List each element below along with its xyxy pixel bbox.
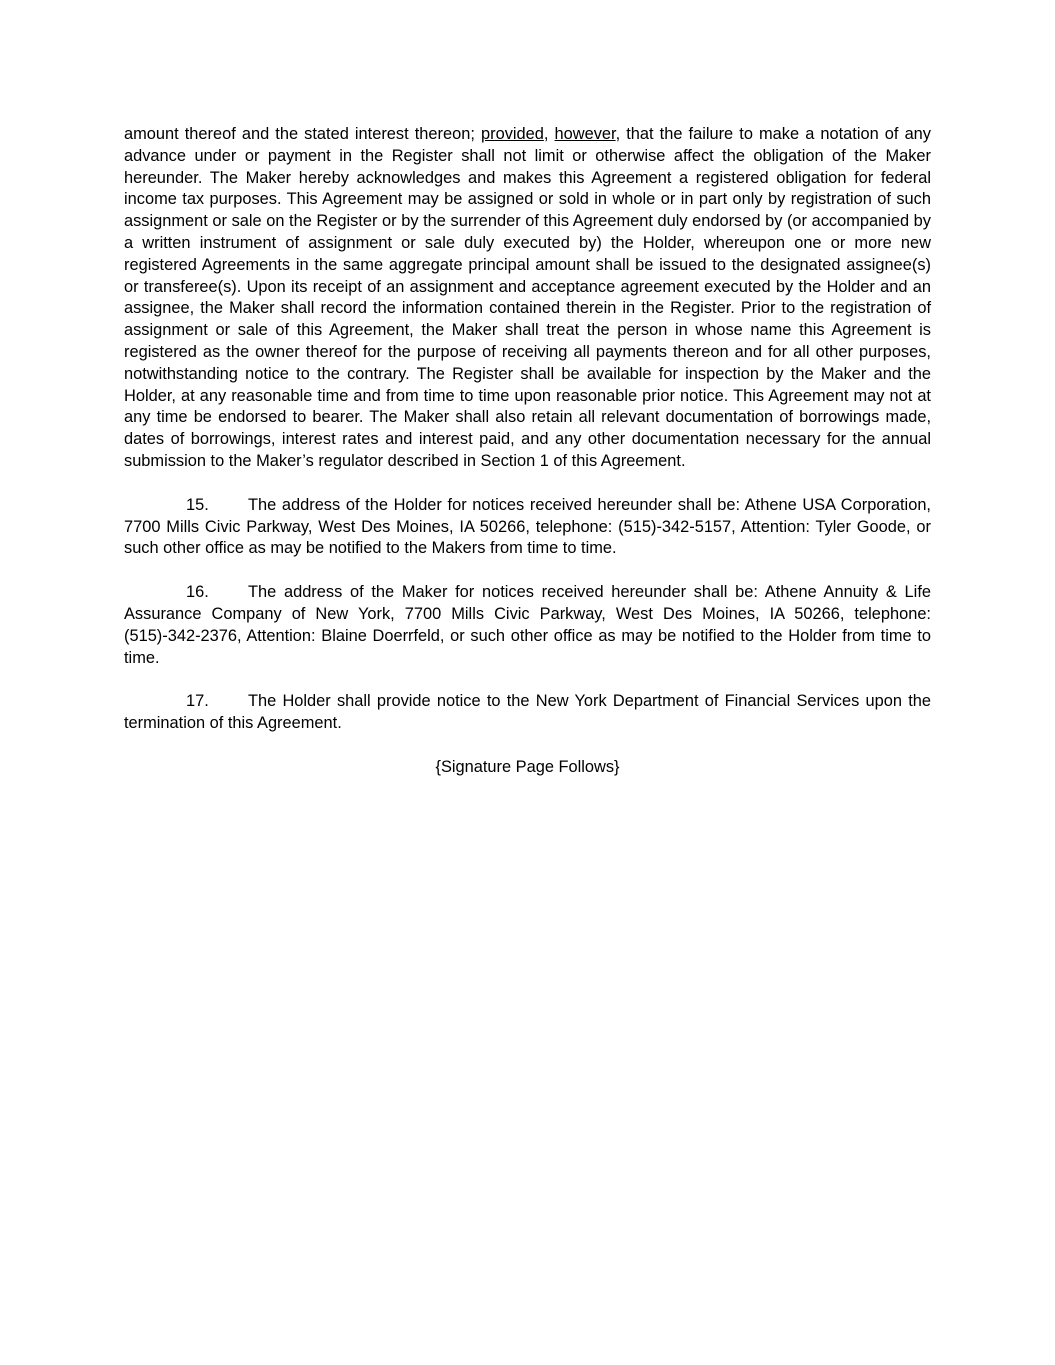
section-number: 17. [186,692,209,711]
paragraph-lead: amount thereof and the stated interest thereon; [124,125,481,143]
signature-page-note: {Signature Page Follows} [435,757,620,776]
document-page [124,124,931,779]
paragraph-comma: , [543,125,555,143]
section-text: The Holder shall provide notice to the New York Department of Financial Services upon the termination of this Agreement. [124,692,931,733]
however-term: however [554,125,616,143]
section-15 [124,495,931,560]
section-16 [124,582,931,669]
section-text: The address of the Holder for notices received hereunder shall be: Athene USA Corporation, 7700 Mills Civic Parkway, West Des Moines, IA 50266, telephone: (515)-342-5157, Attention: Tyler Goode, or such other office as may be notified to the Makers from time to time. [124,495,931,558]
continued-paragraph [124,124,931,473]
provided-term: provided [481,125,544,143]
section-text: The address of the Maker for notices received hereunder shall be: Athene Annuity & Life Assurance Company of New York, 7700 Mills Civic Parkway, West Des Moines, IA 50266, telephone: (515)-342-2376, Attention: Blaine Doerrfeld, or such other office as may be notified to the Holder from time to time. [124,583,931,667]
paragraph-body: , that the failure to make a notation of any advance under or payment in the Register shall not limit or otherwise affect the obligation of the Maker hereunder. The Maker hereby acknowledges and makes this Agreement a registered obligation for federal income tax purposes. This Agreement may be assigned or sold in whole or in part only by registration of such assignment or sale on the Register or by the surrender of this Agreement duly endorsed by (or accompanied by a written instrument of assignment or sale duly executed by) the Holder, whereupon one or more new registered Agreements in the same aggregate principal amount shall be issued to the designated assignee(s) or transferee(s). Upon its receipt of an assignment and acceptance agreement executed by the Holder and an assignee, the Maker shall record the information contained therein in the Register. Prior to the registration of assignment or sale of this Agreement, the Maker shall treat the person in whose name this Agreement is registered as the owner thereof for the purpose of receiving all payments thereon and for all other purposes, notwithstanding notice to the contrary. The Register shall be available for inspection by the Maker and the Holder, at any reasonable time and from time to time upon reasonable prior notice. This Agreement may not at any time be endorsed to bearer. The Maker shall also retain all relevant documentation of borrowings made, dates of borrowings, interest rates and interest paid, and any other documentation necessary for the annual submission to the Maker’s regulator described in Section 1 of this Agreement. [124,125,931,470]
section-17 [124,691,931,735]
section-number: 16. [186,583,209,602]
section-number: 15. [186,495,209,514]
